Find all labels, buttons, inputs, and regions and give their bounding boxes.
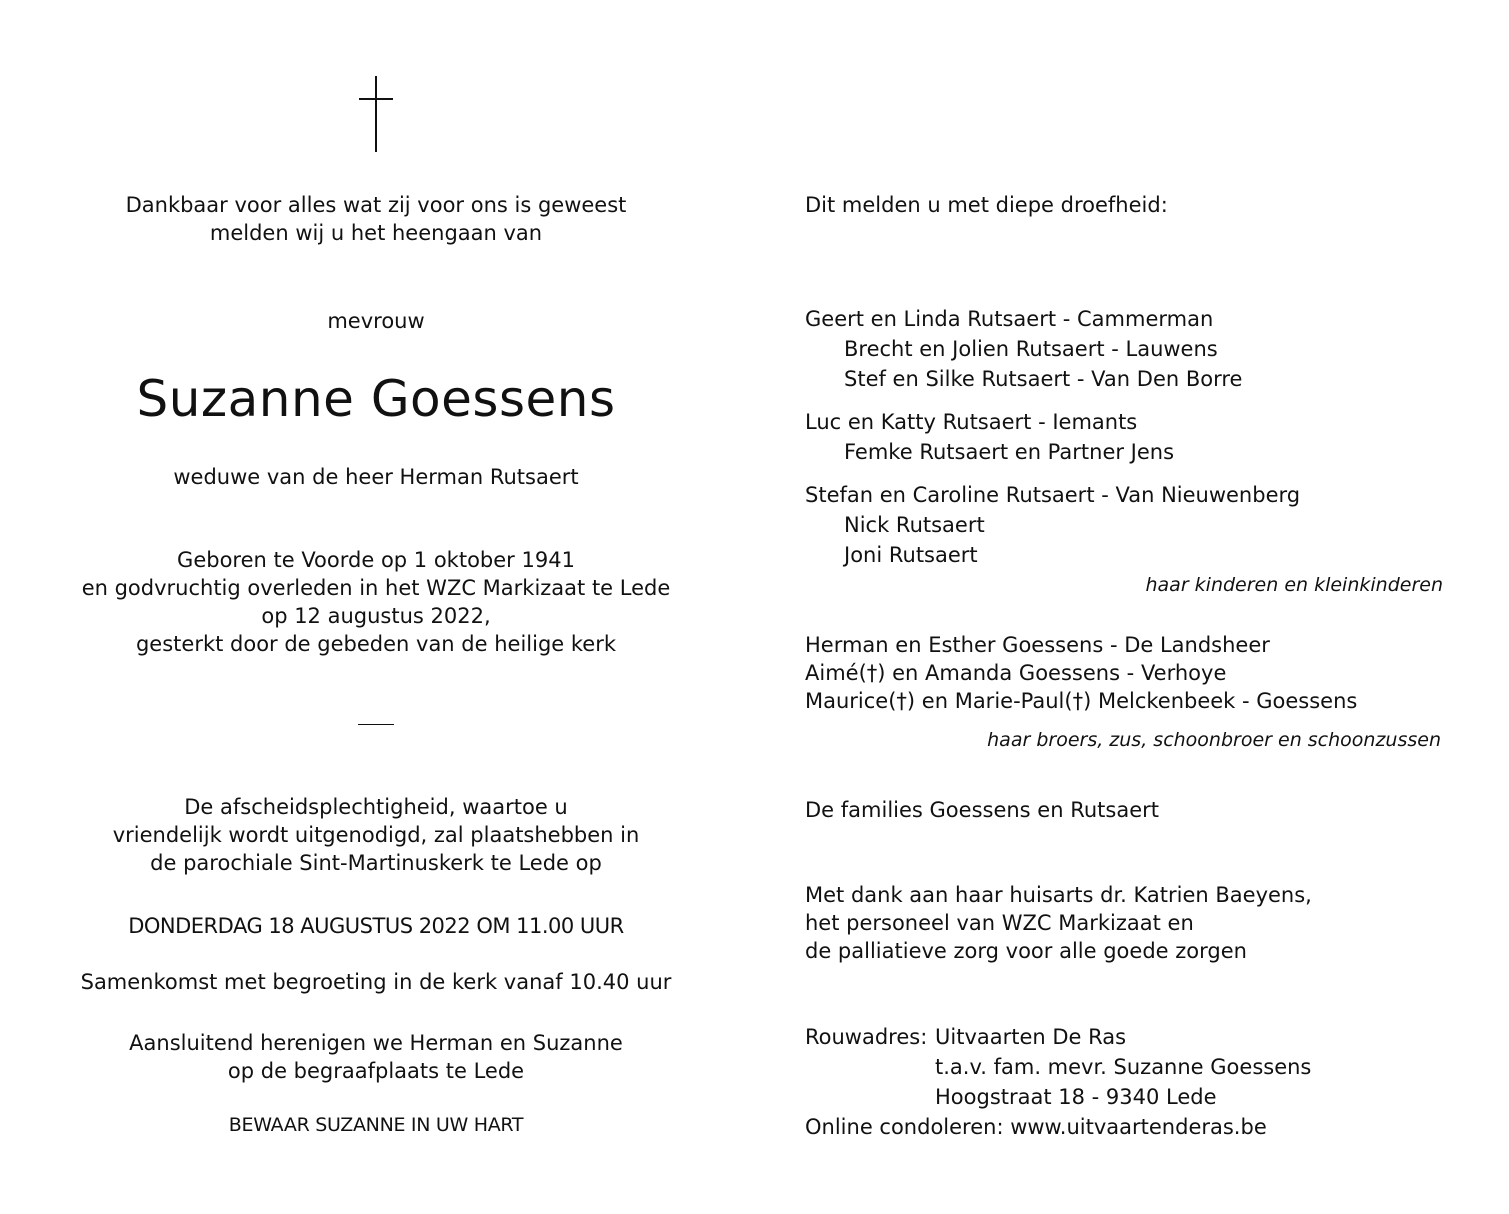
birth-line: en godvruchtig overleden in het WZC Markizaat te Lede — [81, 576, 671, 600]
sibling-entry: Herman en Esther Goessens - De Landsheer — [805, 633, 1270, 657]
widow-line: weduwe van de heer Herman Rutsaert — [173, 465, 579, 489]
child-entry: Stefan en Caroline Rutsaert - Van Nieuwenberg — [805, 483, 1301, 507]
online-condolence: Online condoleren: www.uitvaartenderas.be — [805, 1115, 1267, 1139]
thanks-text — [805, 881, 1312, 965]
divider — [358, 724, 394, 725]
children-caption: haar kinderen en kleinkinderen — [1145, 574, 1443, 596]
funeral-line: de parochiale Sint-Martinuskerk te Lede op — [150, 851, 602, 875]
child-entry: Geert en Linda Rutsaert - Cammerman — [805, 307, 1214, 331]
birth-line: gesterkt door de gebeden van de heilige kerk — [135, 632, 617, 656]
grandchild-entry: Joni Rutsaert — [844, 543, 978, 567]
families-line: De families Goessens en Rutsaert — [805, 798, 1159, 822]
thanks-line: het personeel van WZC Markizaat en — [805, 911, 1194, 935]
siblings-list — [805, 631, 1357, 715]
siblings-caption: haar broers, zus, schoonbroer en schoonzussen — [987, 729, 1441, 751]
burial-line: op de begraafplaats te Lede — [227, 1059, 525, 1083]
burial-text — [76, 1029, 676, 1085]
birth-line: Geboren te Voorde op 1 oktober 1941 — [177, 548, 575, 572]
burial-line: Aansluitend herenigen we Herman en Suzanne — [129, 1031, 623, 1055]
address-label: Rouwadres: — [805, 1025, 928, 1049]
announcement-intro: Dit melden u met diepe droefheid: — [805, 193, 1168, 217]
intro-text — [76, 191, 676, 247]
ceremony-date: DONDERDAG 18 AUGUSTUS 2022 OM 11.00 UUR — [128, 914, 624, 938]
deceased-name: Suzanne Goessens — [136, 370, 616, 428]
address-line: Hoogstraat 18 - 9340 Lede — [935, 1085, 1217, 1109]
intro-line: melden wij u het heengaan van — [209, 221, 543, 245]
birth-death-text — [56, 546, 696, 658]
gathering-line: Samenkomst met begroeting in de kerk vanaf 10.40 uur — [80, 970, 672, 994]
address-line: t.a.v. fam. mevr. Suzanne Goessens — [935, 1055, 1312, 1079]
funeral-text — [76, 793, 676, 877]
cross-icon — [359, 76, 395, 152]
thanks-line: Met dank aan haar huisarts dr. Katrien Baeyens, — [805, 883, 1312, 907]
address-block — [805, 1022, 1311, 1142]
honorific: mevrouw — [327, 309, 425, 333]
intro-line: Dankbaar voor alles wat zij voor ons is geweest — [125, 193, 627, 217]
thanks-line: de palliatieve zorg voor alle goede zorgen — [805, 939, 1247, 963]
grandchild-entry: Nick Rutsaert — [844, 513, 985, 537]
grandchild-entry: Femke Rutsaert en Partner Jens — [844, 440, 1175, 464]
sibling-entry: Maurice(†) en Marie-Paul(†) Melckenbeek - Goessens — [805, 689, 1358, 713]
closing-line: BEWAAR SUZANNE IN UW HART — [228, 1114, 524, 1136]
child-entry: Luc en Katty Rutsaert - Iemants — [805, 410, 1138, 434]
grandchild-entry: Stef en Silke Rutsaert - Van Den Borre — [844, 367, 1243, 391]
funeral-line: vriendelijk wordt uitgenodigd, zal plaatshebben in — [112, 823, 640, 847]
funeral-line: De afscheidsplechtigheid, waartoe u — [184, 795, 568, 819]
birth-line: op 12 augustus 2022, — [261, 604, 491, 628]
sibling-entry: Aimé(†) en Amanda Goessens - Verhoye — [805, 661, 1227, 685]
children-list — [805, 304, 1300, 570]
grandchild-entry: Brecht en Jolien Rutsaert - Lauwens — [844, 337, 1218, 361]
address-line: Uitvaarten De Ras — [935, 1025, 1127, 1049]
